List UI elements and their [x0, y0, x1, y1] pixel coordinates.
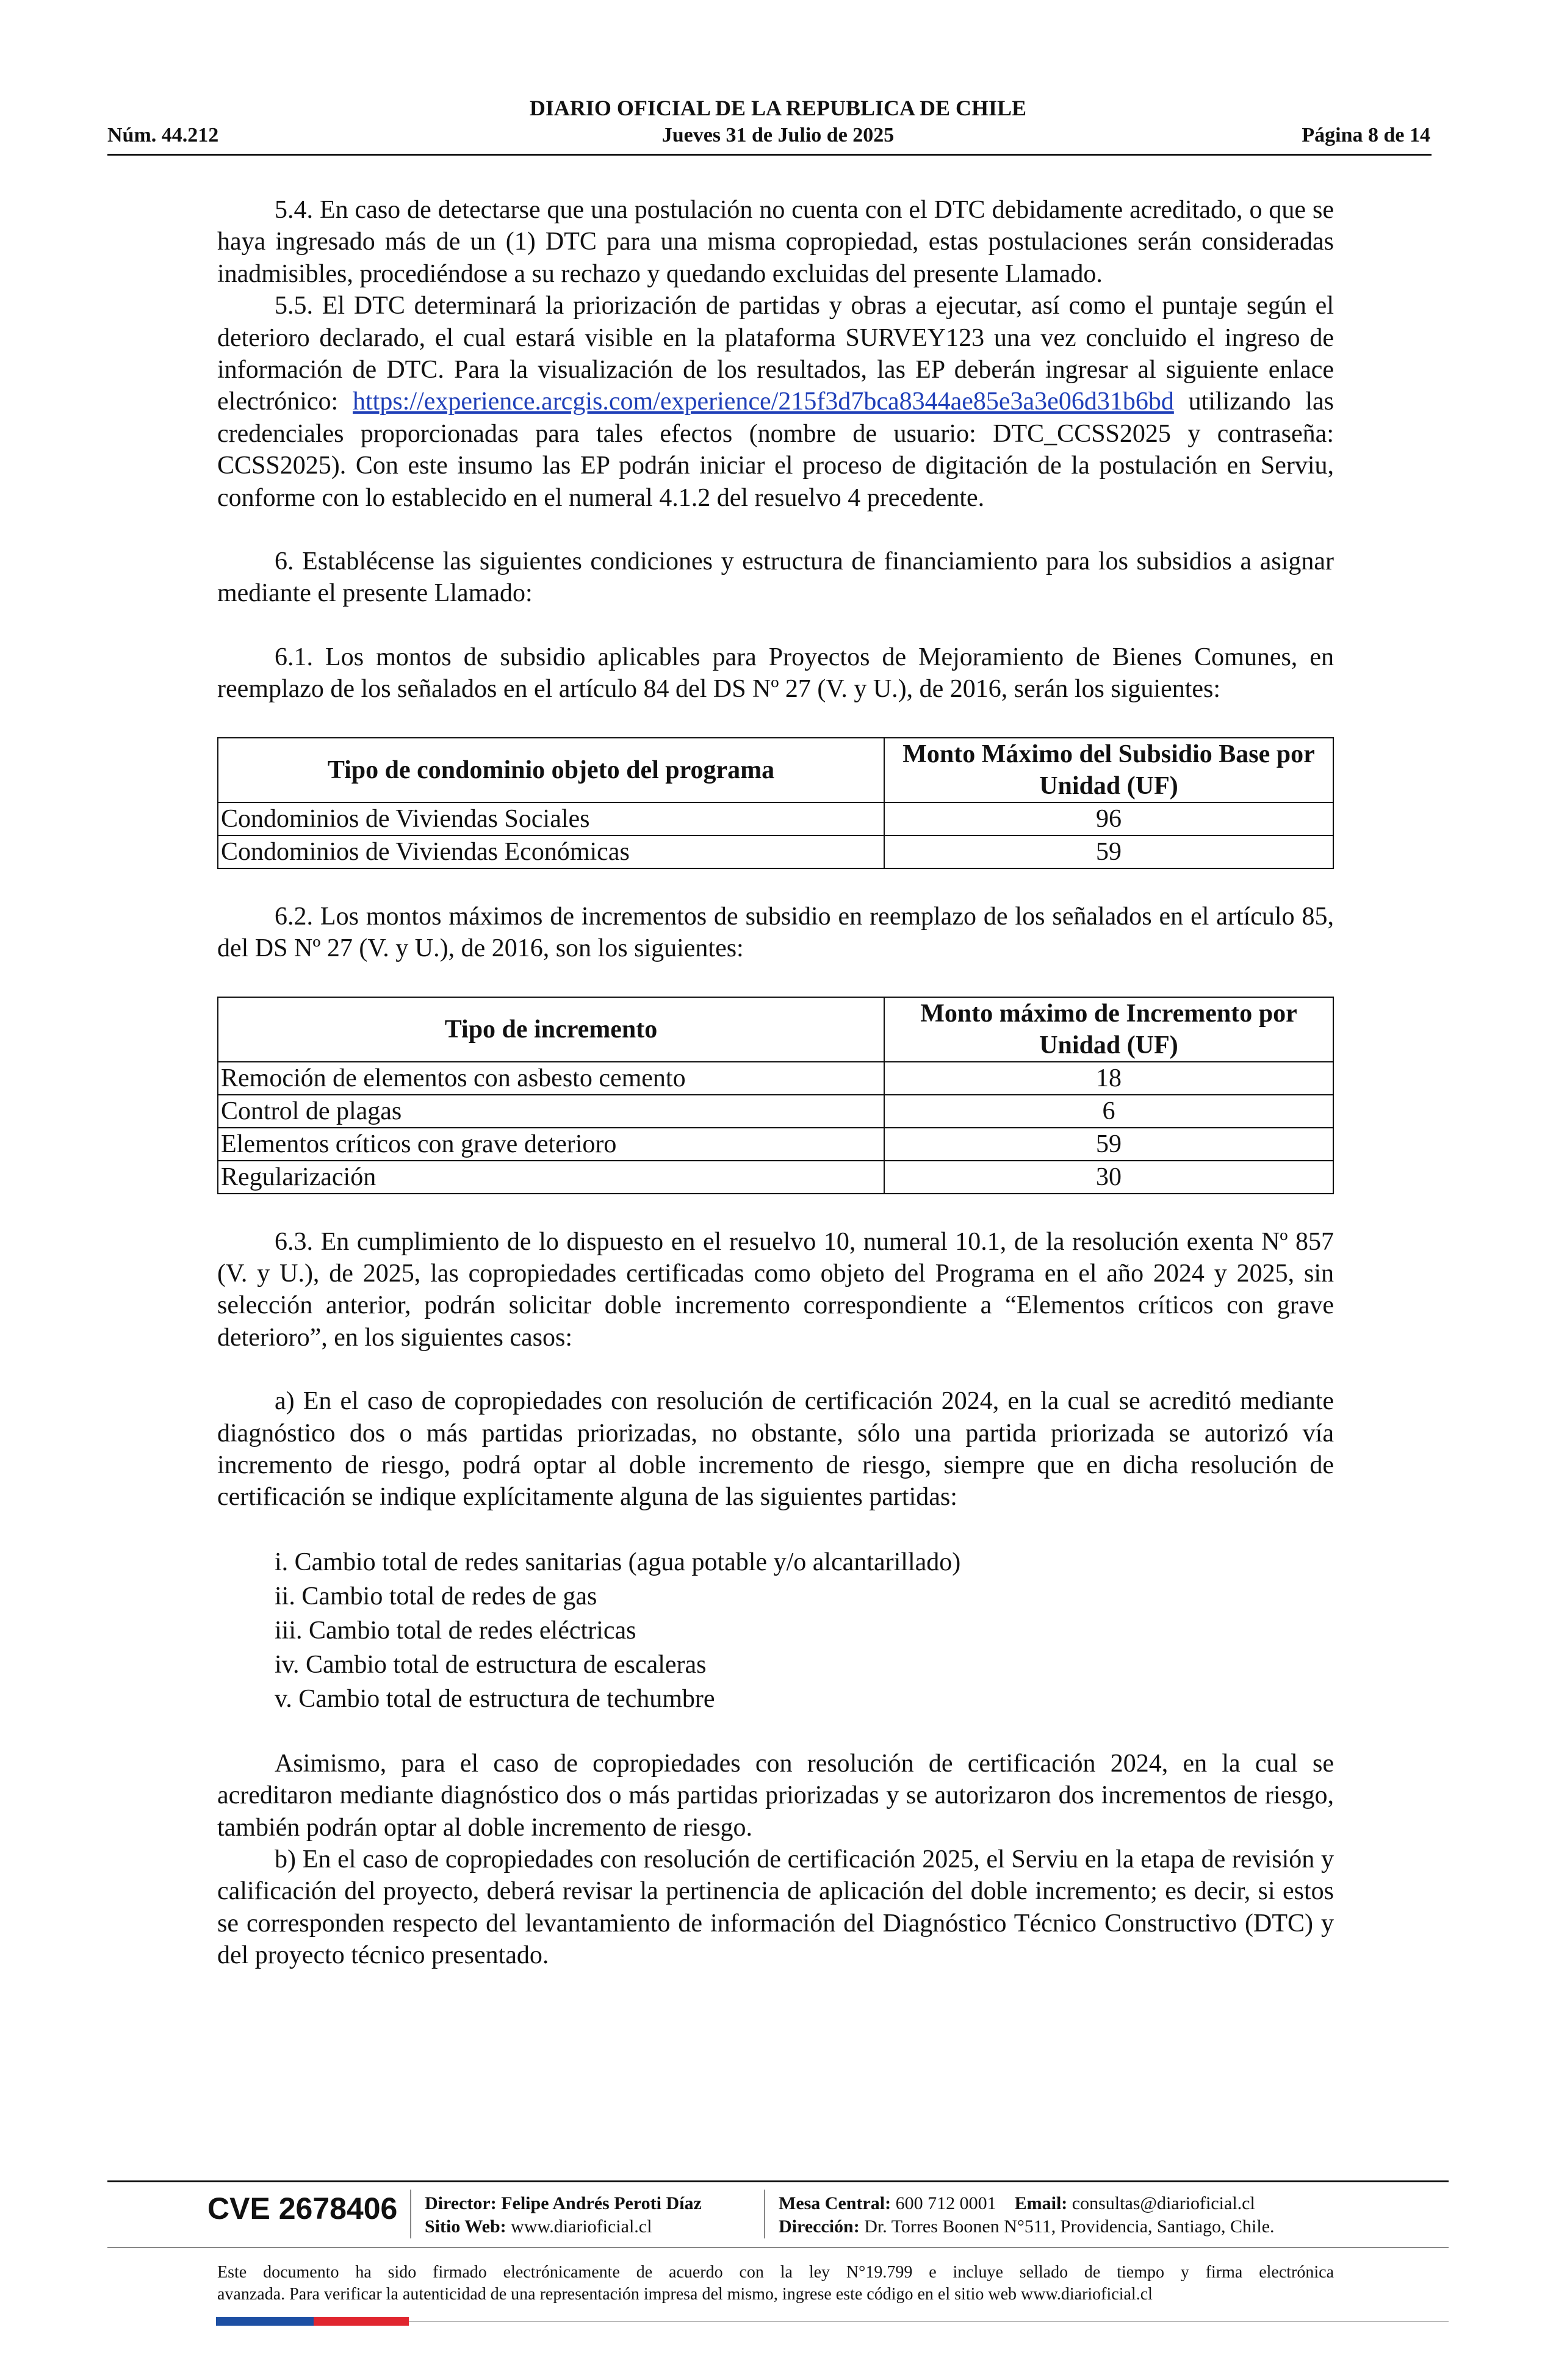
table-header-row	[218, 997, 1333, 1062]
address-label: Dirección:	[779, 2216, 860, 2237]
row-label: Control de plagas	[218, 1095, 884, 1128]
signature-disclaimer-line2: avanzada. Para verificar la autenticidad de una representación impresa del mismo, ingrese este código en el sitio web www.diarioficial.cl	[217, 2285, 1153, 2304]
paragraph-6-1: 6.1. Los montos de subsidio aplicables para Proyectos de Mejoramiento de Bienes Comunes, en reemplazo de los señalados en el artículo 84 del DS Nº 27 (V. y U.), de 2016, serán los siguientes:	[217, 643, 1334, 704]
footer-divider	[107, 2180, 1449, 2182]
footer-contact-left	[425, 2192, 702, 2238]
address-value: Dr. Torres Boonen N°511, Providencia, Santiago, Chile.	[864, 2216, 1275, 2237]
table-row	[218, 802, 1333, 835]
paragraph-6-3: 6.3. En cumplimiento de lo dispuesto en el resuelvo 10, numeral 10.1, de la resolución exenta Nº 857 (V. y U.), de 2025, las copropiedades certificadas como objeto del Programa en el año 2024 y 2025, sin selección anterior, podrán solicitar doble incremento correspondiente a “Elementos críticos con grave deterioro”, en los siguientes casos:	[217, 1227, 1334, 1352]
footer-contact-right	[779, 2192, 1275, 2238]
director-label: Director:	[425, 2193, 497, 2213]
paragraph-6: 6. Establécense las siguientes condiciones y estructura de financiamiento para los subsidios a asignar mediante el presente Llamado:	[217, 547, 1334, 608]
paragraph-b: b) En el caso de copropiedades con resolución de certificación 2025, el Serviu en la etapa de revisión y calificación del proyecto, deberá revisar la pertinencia de aplicación del doble incremento; es decir, si estos se corresponden respecto del levantamiento de información del Diagnóstico Técnico Constructivo (DTC) y del proyecto técnico presentado.	[217, 1845, 1334, 1970]
footer-divider-thin	[107, 2247, 1449, 2248]
issue-date: Jueves 31 de Julio de 2025	[661, 124, 895, 146]
arcgis-link[interactable]: https://experience.arcgis.com/experience/215f3d7bca8344ae85e3a3e06d31b6bd	[353, 388, 1174, 416]
footer-separator	[764, 2190, 765, 2238]
row-value: 18	[884, 1062, 1333, 1095]
paragraph-5-5-text-b: utilizando las credenciales proporcionadas para tales efectos (nombre de usuario: DTC_CCSS2025 y contraseña: CCSS2025). Con este insumo las EP podrán iniciar el proceso de digitación de la postulación en Serviu, conforme con lo establecido en el numeral 4.1.2 del resuelvo 4 precedente.	[217, 388, 1334, 512]
table-row	[218, 1161, 1333, 1194]
row-label: Regularización	[218, 1161, 884, 1194]
paragraph-5-4: 5.4. En caso de detectarse que una postulación no cuenta con el DTC debidamente acreditado, o que se haya ingresado más de un (1) DTC para una misma copropiedad, estas postulaciones serán consideradas inadmisibles, procediéndose a su rechazo y quedando excluidas del presente Llamado.	[217, 196, 1334, 288]
paragraph-5-5	[217, 290, 1334, 514]
table-row	[218, 1062, 1333, 1095]
row-label: Remoción de elementos con asbesto cemento	[218, 1062, 884, 1095]
paragraph-6-2: 6.2. Los montos máximos de incrementos de subsidio en reemplazo de los señalados en el artículo 85, del DS Nº 27 (V. y U.), de 2016, son los siguientes:	[217, 902, 1334, 963]
row-value: 59	[884, 835, 1333, 868]
footer-separator	[410, 2190, 411, 2238]
row-label: Condominios de Viviendas Económicas	[218, 835, 884, 868]
table-header-max-subsidy: Monto Máximo del Subsidio Base por Unidad (UF)	[884, 738, 1333, 802]
list-item: ii. Cambio total de redes de gas	[275, 1582, 597, 1610]
table-row	[218, 1128, 1333, 1161]
phone-label: Mesa Central:	[779, 2193, 891, 2213]
journal-title: DIARIO OFICIAL DE LA REPUBLICA DE CHILE	[529, 96, 1027, 120]
paragraph-5-5-text-a: 5.5. El DTC determinará la priorización de partidas y obras a ejecutar, así como el puntaje según el deterioro declarado, el cual estará visible en la plataforma SURVEY123 una vez concluido el ingreso de información de DTC. Para la visualización de los resultados, las EP deberán ingresar al siguiente enlace electrónico:	[217, 292, 1334, 416]
email-address[interactable]: consultas@diarioficial.cl	[1072, 2193, 1255, 2213]
increment-table	[217, 997, 1334, 1194]
partidas-list	[217, 1545, 1334, 1716]
list-item: v. Cambio total de estructura de techumbre	[275, 1684, 715, 1713]
row-label: Elementos críticos con grave deterioro	[218, 1128, 884, 1161]
header-divider	[107, 154, 1432, 156]
footer-bottom-line	[409, 2321, 1449, 2322]
document-body	[217, 194, 1334, 1972]
row-value: 6	[884, 1095, 1333, 1128]
director-name: Felipe Andrés Peroti Díaz	[501, 2193, 702, 2213]
cve-code: CVE 2678406	[207, 2191, 398, 2226]
table-row	[218, 835, 1333, 868]
issue-number: Núm. 44.212	[107, 124, 219, 146]
list-item: i. Cambio total de redes sanitarias (agua potable y/o alcantarillado)	[275, 1548, 961, 1576]
page-indicator: Página 8 de 14	[1302, 124, 1430, 146]
row-label: Condominios de Viviendas Sociales	[218, 802, 884, 835]
table-header-row	[218, 738, 1333, 802]
table-header-condominium-type: Tipo de condominio objeto del programa	[218, 738, 884, 802]
table-header-max-increment: Monto máximo de Incremento por Unidad (UF)	[884, 997, 1333, 1062]
signature-disclaimer-line1: Este documento ha sido firmado electrónicamente de acuerdo con la ley N°19.799 e incluye sellado de tiempo y firma electrónica	[217, 2263, 1334, 2282]
phone-number: 600 712 0001	[895, 2193, 996, 2213]
paragraph-asimismo: Asimismo, para el caso de copropiedades con resolución de certificación 2024, en la cual se acreditaron mediante diagnóstico dos o más partidas priorizadas y se autorizaron dos incrementos de riesgo, también podrán optar al doble incremento de riesgo.	[217, 1749, 1334, 1842]
site-url[interactable]: www.diarioficial.cl	[511, 2216, 652, 2237]
table-row	[218, 1095, 1333, 1128]
table-header-increment-type: Tipo de incremento	[218, 997, 884, 1062]
list-item: iii. Cambio total de redes eléctricas	[275, 1616, 636, 1645]
site-label: Sitio Web:	[425, 2216, 506, 2237]
flag-bar-red	[314, 2317, 409, 2326]
row-value: 59	[884, 1128, 1333, 1161]
list-item: iv. Cambio total de estructura de escaleras	[275, 1650, 707, 1679]
paragraph-a: a) En el caso de copropiedades con resolución de certificación 2024, en la cual se acreditó mediante diagnóstico dos o más partidas priorizadas, no obstante, sólo una partida priorizada se autorizó vía incremento de riesgo, podrá optar al doble incremento de riesgo, siempre que en dicha resolución de certificación se indique explícitamente alguna de las siguientes partidas:	[217, 1387, 1334, 1512]
row-value: 96	[884, 802, 1333, 835]
subsidy-base-table	[217, 737, 1334, 869]
row-value: 30	[884, 1161, 1333, 1194]
email-label: Email:	[1014, 2193, 1068, 2213]
flag-bar-blue	[216, 2317, 314, 2326]
